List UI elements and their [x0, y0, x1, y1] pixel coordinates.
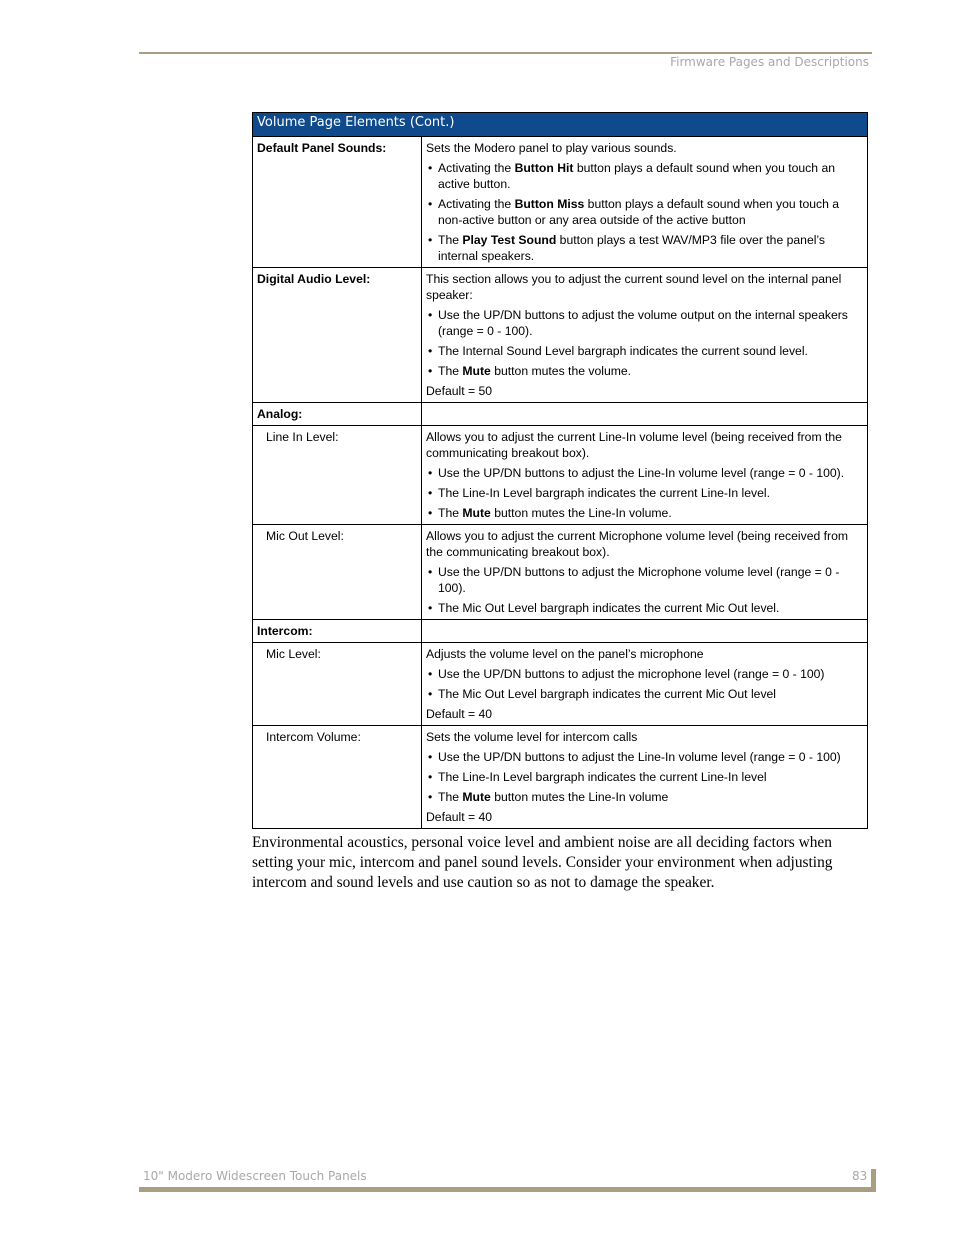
- row-label: Intercom Volume:: [253, 726, 422, 829]
- bullet-text: The: [438, 790, 463, 804]
- table-row: [253, 403, 868, 426]
- table-row: [253, 525, 868, 620]
- table-body: [253, 137, 868, 829]
- bullet-icon: •: [428, 506, 433, 520]
- description-bullet: [426, 505, 863, 521]
- bullet-icon: •: [428, 364, 433, 378]
- row-description: [422, 137, 868, 268]
- description-bullet: [426, 363, 863, 379]
- bullet-text: Activating the: [438, 161, 515, 175]
- description-bullet: [426, 307, 863, 339]
- bullet-icon: •: [428, 486, 433, 500]
- description-bullet: [426, 160, 863, 192]
- bullet-icon: •: [428, 667, 433, 681]
- section-title: Firmware Pages and Descriptions: [670, 55, 869, 69]
- row-label: Mic Out Level:: [253, 525, 422, 620]
- row-label: Default Panel Sounds:: [253, 137, 422, 268]
- description-bullet: [426, 343, 863, 359]
- bullet-text: The Mic Out Level bargraph indicates the current Mic Out level.: [438, 601, 780, 615]
- table-row: [253, 726, 868, 829]
- bullet-icon: •: [428, 344, 433, 358]
- bold-term: Button Miss: [514, 197, 585, 211]
- footer-doc-title: 10" Modero Widescreen Touch Panels: [143, 1169, 367, 1183]
- description-text: Adjusts the volume level on the panel’s microphone: [426, 647, 704, 661]
- row-description: [422, 525, 868, 620]
- row-description: [422, 620, 868, 643]
- table-row: [253, 268, 868, 403]
- description-bullet: [426, 485, 863, 501]
- volume-elements-table: [252, 112, 868, 829]
- description-bullet: [426, 232, 863, 264]
- bullet-text: The Internal Sound Level bargraph indicates the current sound level.: [438, 344, 808, 358]
- description-text: Allows you to adjust the current Line-In volume level (being received from the communicating breakout box).: [426, 430, 842, 460]
- row-description: [422, 403, 868, 426]
- bullet-text: button plays a test WAV/MP3 file over the panel’s internal speakers.: [438, 233, 826, 263]
- description-text: Sets the volume level for intercom calls: [426, 730, 638, 744]
- footer-rule-tick: [871, 1169, 876, 1192]
- description-text: Default = 40: [426, 810, 493, 824]
- description-text: Sets the Modero panel to play various sounds.: [426, 141, 677, 155]
- bullet-text: Use the UP/DN buttons to adjust the microphone level (range = 0 - 100): [438, 667, 825, 681]
- bullet-text: button mutes the Line-In volume.: [490, 506, 672, 520]
- description-bullet: [426, 789, 863, 805]
- body-paragraph: Environmental acoustics, personal voice level and ambient noise are all deciding factors when setting your mic, intercom and panel sound levels. Consider your environment when adjusting intercom and sound levels and use caution so as not to damage the speaker.: [252, 834, 833, 891]
- bullet-text: The: [438, 233, 463, 247]
- description-bullet: [426, 749, 863, 765]
- bullet-icon: •: [428, 308, 433, 322]
- description-text: Allows you to adjust the current Microphone volume level (being received from the communicating breakout box).: [426, 529, 849, 559]
- description-bullet: [426, 600, 863, 616]
- row-label: Line In Level:: [253, 426, 422, 525]
- bold-term: Mute: [462, 790, 491, 804]
- table-row: [253, 620, 868, 643]
- row-label: Digital Audio Level:: [253, 268, 422, 403]
- bullet-icon: •: [428, 601, 433, 615]
- description-bullet: [426, 686, 863, 702]
- bullet-icon: •: [428, 197, 433, 211]
- description-text: Default = 50: [426, 384, 493, 398]
- description-bullet: [426, 564, 863, 596]
- bullet-text: Use the UP/DN buttons to adjust the Microphone volume level (range = 0 - 100).: [438, 565, 840, 595]
- description-text: This section allows you to adjust the current sound level on the internal panel speaker:: [426, 272, 842, 302]
- bullet-text: Activating the: [438, 197, 515, 211]
- bold-term: Mute: [462, 364, 491, 378]
- row-description: [422, 726, 868, 829]
- bullet-text: button plays a default sound when you touch an active button.: [438, 161, 835, 191]
- bold-term: Mute: [462, 506, 491, 520]
- bullet-text: button mutes the volume.: [490, 364, 632, 378]
- bullet-icon: •: [428, 687, 433, 701]
- header-rule: [139, 52, 872, 54]
- row-label: Mic Level:: [253, 643, 422, 726]
- footer-rule: [139, 1187, 876, 1192]
- row-label: Intercom:: [253, 620, 422, 643]
- description-text: Default = 40: [426, 707, 493, 721]
- table-row: [253, 137, 868, 268]
- bullet-text: The Mic Out Level bargraph indicates the current Mic Out level: [438, 687, 777, 701]
- row-description: [422, 268, 868, 403]
- bullet-text: The: [438, 364, 463, 378]
- bullet-text: Use the UP/DN buttons to adjust the volume output on the internal speakers (range = 0 - 100).: [438, 308, 848, 338]
- row-description: [422, 643, 868, 726]
- description-bullet: [426, 769, 863, 785]
- description-bullet: [426, 196, 863, 228]
- bullet-text: button mutes the Line-In volume: [490, 790, 669, 804]
- table-title: Volume Page Elements (Cont.): [253, 113, 868, 137]
- bold-term: Button Hit: [514, 161, 574, 175]
- bullet-icon: •: [428, 466, 433, 480]
- bullet-text: button plays a default sound when you touch a non-active button or any area outside of the active button: [438, 197, 840, 227]
- bullet-icon: •: [428, 161, 433, 175]
- page-number: 83: [852, 1169, 868, 1183]
- bullet-icon: •: [428, 750, 433, 764]
- bullet-text: The Line-In Level bargraph indicates the current Line-In level.: [438, 486, 770, 500]
- bullet-text: The Line-In Level bargraph indicates the current Line-In level: [438, 770, 767, 784]
- bullet-icon: •: [428, 790, 433, 804]
- bullet-icon: •: [428, 770, 433, 784]
- row-description: [422, 426, 868, 525]
- description-bullet: [426, 666, 863, 682]
- bullet-text: Use the UP/DN buttons to adjust the Line-In volume level (range = 0 - 100).: [438, 466, 845, 480]
- description-bullet: [426, 465, 863, 481]
- bullet-text: Use the UP/DN buttons to adjust the Line-In volume level (range = 0 - 100): [438, 750, 841, 764]
- table-row: [253, 643, 868, 726]
- bullet-icon: •: [428, 233, 433, 247]
- table-row: [253, 426, 868, 525]
- bold-term: Play Test Sound: [462, 233, 557, 247]
- row-label: Analog:: [253, 403, 422, 426]
- bullet-icon: •: [428, 565, 433, 579]
- bullet-text: The: [438, 506, 463, 520]
